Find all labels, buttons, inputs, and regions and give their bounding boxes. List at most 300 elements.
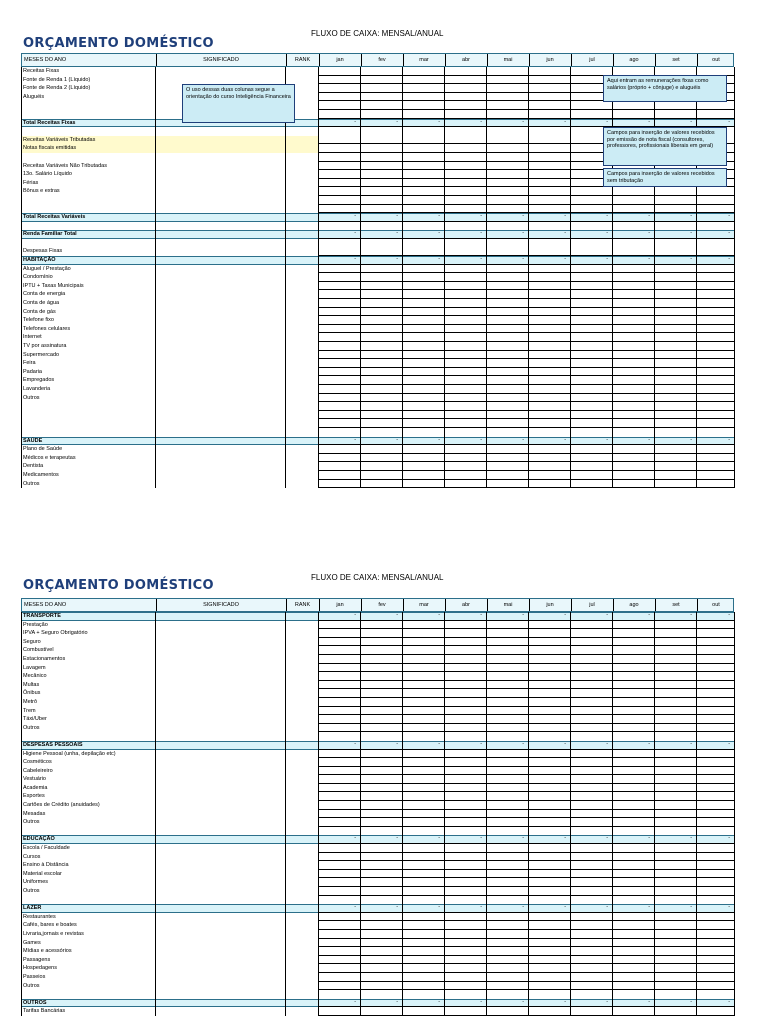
month-cell[interactable]	[402, 621, 444, 630]
month-cell[interactable]	[360, 870, 402, 879]
month-cell[interactable]	[528, 870, 570, 879]
month-cell[interactable]	[360, 672, 402, 681]
month-cell[interactable]	[444, 999, 486, 1008]
month-cell[interactable]	[612, 646, 654, 655]
month-cell[interactable]	[696, 930, 734, 939]
month-cell[interactable]	[528, 767, 570, 776]
month-cell[interactable]	[696, 462, 734, 471]
month-cell[interactable]	[612, 672, 654, 681]
month-cell[interactable]	[570, 646, 612, 655]
month-cell[interactable]	[360, 376, 402, 385]
month-cell[interactable]	[402, 646, 444, 655]
month-cell[interactable]	[318, 930, 360, 939]
month-cell[interactable]	[612, 471, 654, 480]
month-cell[interactable]	[360, 454, 402, 463]
month-cell[interactable]	[654, 973, 696, 982]
month-cell[interactable]	[402, 385, 444, 394]
month-cell[interactable]	[570, 870, 612, 879]
month-cell[interactable]	[696, 672, 734, 681]
month-cell[interactable]	[444, 707, 486, 716]
month-cell[interactable]	[318, 93, 360, 102]
month-cell[interactable]	[318, 273, 360, 282]
month-cell[interactable]	[486, 947, 528, 956]
month-cell[interactable]	[360, 844, 402, 853]
month-cell[interactable]	[444, 290, 486, 299]
month-cell[interactable]	[654, 376, 696, 385]
month-cell[interactable]	[612, 750, 654, 759]
month-cell[interactable]	[318, 750, 360, 759]
month-cell[interactable]	[402, 256, 444, 265]
month-cell[interactable]	[570, 672, 612, 681]
month-cell[interactable]	[318, 775, 360, 784]
month-cell[interactable]	[318, 402, 360, 411]
month-cell[interactable]	[570, 861, 612, 870]
month-cell[interactable]	[444, 930, 486, 939]
month-cell[interactable]	[696, 861, 734, 870]
month-cell[interactable]	[696, 921, 734, 930]
month-cell[interactable]	[528, 741, 570, 750]
month-cell[interactable]	[612, 308, 654, 317]
month-cell[interactable]	[360, 655, 402, 664]
month-cell[interactable]	[654, 454, 696, 463]
month-cell[interactable]	[570, 638, 612, 647]
month-cell[interactable]	[444, 144, 486, 153]
month-cell[interactable]	[696, 784, 734, 793]
month-cell[interactable]	[318, 1007, 360, 1016]
month-cell[interactable]	[528, 758, 570, 767]
month-cell[interactable]	[318, 419, 360, 428]
month-cell[interactable]	[528, 256, 570, 265]
month-cell[interactable]	[318, 638, 360, 647]
month-cell[interactable]	[612, 612, 654, 621]
month-cell[interactable]	[486, 750, 528, 759]
month-cell[interactable]	[486, 681, 528, 690]
month-cell[interactable]	[612, 939, 654, 948]
month-cell[interactable]	[360, 282, 402, 291]
month-cell[interactable]	[318, 84, 360, 93]
month-cell[interactable]	[444, 835, 486, 844]
month-cell[interactable]	[444, 750, 486, 759]
month-cell[interactable]	[486, 629, 528, 638]
month-cell[interactable]	[654, 956, 696, 965]
month-cell[interactable]	[612, 767, 654, 776]
month-cell[interactable]	[360, 411, 402, 420]
month-cell[interactable]	[612, 904, 654, 913]
month-cell[interactable]	[654, 629, 696, 638]
month-cell[interactable]	[570, 982, 612, 991]
month-cell[interactable]	[486, 411, 528, 420]
month-cell[interactable]	[528, 462, 570, 471]
month-cell[interactable]	[402, 818, 444, 827]
month-cell[interactable]	[528, 853, 570, 862]
month-cell[interactable]	[318, 853, 360, 862]
month-cell[interactable]	[444, 870, 486, 879]
month-cell[interactable]	[318, 646, 360, 655]
month-cell[interactable]	[360, 316, 402, 325]
month-cell[interactable]	[696, 196, 734, 205]
month-cell[interactable]	[612, 792, 654, 801]
month-cell[interactable]	[444, 878, 486, 887]
month-cell[interactable]	[318, 956, 360, 965]
month-cell[interactable]	[570, 411, 612, 420]
month-cell[interactable]	[486, 179, 528, 188]
month-cell[interactable]	[696, 741, 734, 750]
month-cell[interactable]	[444, 187, 486, 196]
month-cell[interactable]	[486, 612, 528, 621]
month-cell[interactable]	[318, 265, 360, 274]
month-cell[interactable]	[654, 835, 696, 844]
month-cell[interactable]	[528, 162, 570, 171]
month-cell[interactable]	[318, 187, 360, 196]
month-cell[interactable]	[528, 93, 570, 102]
month-cell[interactable]	[402, 939, 444, 948]
month-cell[interactable]	[444, 179, 486, 188]
month-cell[interactable]	[654, 947, 696, 956]
month-cell[interactable]	[318, 480, 360, 489]
month-cell[interactable]	[444, 775, 486, 784]
month-cell[interactable]	[696, 947, 734, 956]
month-cell[interactable]	[318, 878, 360, 887]
month-cell[interactable]	[612, 480, 654, 489]
month-cell[interactable]	[654, 758, 696, 767]
month-cell[interactable]	[570, 724, 612, 733]
month-cell[interactable]	[570, 101, 612, 110]
month-cell[interactable]	[486, 801, 528, 810]
month-cell[interactable]	[696, 342, 734, 351]
month-cell[interactable]	[486, 325, 528, 334]
month-cell[interactable]	[570, 887, 612, 896]
month-cell[interactable]	[360, 230, 402, 239]
month-cell[interactable]	[570, 196, 612, 205]
month-cell[interactable]	[444, 973, 486, 982]
month-cell[interactable]	[402, 861, 444, 870]
month-cell[interactable]	[612, 394, 654, 403]
month-cell[interactable]	[318, 411, 360, 420]
month-cell[interactable]	[444, 308, 486, 317]
month-cell[interactable]	[486, 144, 528, 153]
month-cell[interactable]	[486, 810, 528, 819]
month-cell[interactable]	[528, 342, 570, 351]
month-cell[interactable]	[528, 999, 570, 1008]
month-cell[interactable]	[528, 810, 570, 819]
month-cell[interactable]	[570, 376, 612, 385]
month-cell[interactable]	[444, 153, 486, 162]
month-cell[interactable]	[528, 230, 570, 239]
month-cell[interactable]	[696, 359, 734, 368]
month-cell[interactable]	[318, 153, 360, 162]
month-cell[interactable]	[654, 290, 696, 299]
month-cell[interactable]	[528, 973, 570, 982]
month-cell[interactable]	[486, 213, 528, 222]
month-cell[interactable]	[402, 76, 444, 85]
month-cell[interactable]	[360, 119, 402, 128]
month-cell[interactable]	[360, 299, 402, 308]
month-cell[interactable]	[696, 801, 734, 810]
month-cell[interactable]	[486, 887, 528, 896]
month-cell[interactable]	[444, 921, 486, 930]
month-cell[interactable]	[318, 629, 360, 638]
month-cell[interactable]	[486, 299, 528, 308]
month-cell[interactable]	[402, 913, 444, 922]
month-cell[interactable]	[444, 853, 486, 862]
month-cell[interactable]	[654, 213, 696, 222]
month-cell[interactable]	[612, 621, 654, 630]
month-cell[interactable]	[612, 964, 654, 973]
month-cell[interactable]	[318, 368, 360, 377]
month-cell[interactable]	[444, 913, 486, 922]
month-cell[interactable]	[318, 664, 360, 673]
month-cell[interactable]	[318, 454, 360, 463]
month-cell[interactable]	[486, 775, 528, 784]
month-cell[interactable]	[318, 999, 360, 1008]
month-cell[interactable]	[486, 930, 528, 939]
month-cell[interactable]	[486, 844, 528, 853]
month-cell[interactable]	[696, 646, 734, 655]
month-cell[interactable]	[486, 308, 528, 317]
month-cell[interactable]	[696, 681, 734, 690]
month-cell[interactable]	[360, 707, 402, 716]
month-cell[interactable]	[654, 119, 696, 128]
month-cell[interactable]	[444, 119, 486, 128]
month-cell[interactable]	[570, 471, 612, 480]
month-cell[interactable]	[444, 299, 486, 308]
month-cell[interactable]	[360, 646, 402, 655]
month-cell[interactable]	[444, 385, 486, 394]
month-cell[interactable]	[402, 419, 444, 428]
month-cell[interactable]	[612, 376, 654, 385]
month-cell[interactable]	[570, 655, 612, 664]
month-cell[interactable]	[570, 707, 612, 716]
month-cell[interactable]	[402, 333, 444, 342]
month-cell[interactable]	[612, 810, 654, 819]
month-cell[interactable]	[318, 818, 360, 827]
month-cell[interactable]	[696, 973, 734, 982]
month-cell[interactable]	[486, 784, 528, 793]
month-cell[interactable]	[570, 462, 612, 471]
month-cell[interactable]	[444, 359, 486, 368]
month-cell[interactable]	[360, 333, 402, 342]
month-cell[interactable]	[486, 904, 528, 913]
month-cell[interactable]	[528, 76, 570, 85]
month-cell[interactable]	[696, 939, 734, 948]
month-cell[interactable]	[318, 144, 360, 153]
month-cell[interactable]	[486, 999, 528, 1008]
month-cell[interactable]	[696, 376, 734, 385]
month-cell[interactable]	[318, 394, 360, 403]
month-cell[interactable]	[570, 256, 612, 265]
month-cell[interactable]	[654, 784, 696, 793]
month-cell[interactable]	[528, 982, 570, 991]
month-cell[interactable]	[486, 853, 528, 862]
month-cell[interactable]	[570, 342, 612, 351]
month-cell[interactable]	[402, 359, 444, 368]
month-cell[interactable]	[696, 878, 734, 887]
month-cell[interactable]	[318, 333, 360, 342]
month-cell[interactable]	[318, 715, 360, 724]
month-cell[interactable]	[654, 904, 696, 913]
month-cell[interactable]	[318, 612, 360, 621]
month-cell[interactable]	[612, 454, 654, 463]
month-cell[interactable]	[318, 689, 360, 698]
month-cell[interactable]	[570, 947, 612, 956]
month-cell[interactable]	[612, 835, 654, 844]
month-cell[interactable]	[360, 136, 402, 145]
month-cell[interactable]	[318, 767, 360, 776]
month-cell[interactable]	[360, 359, 402, 368]
month-cell[interactable]	[570, 621, 612, 630]
month-cell[interactable]	[318, 973, 360, 982]
month-cell[interactable]	[654, 844, 696, 853]
month-cell[interactable]	[612, 861, 654, 870]
month-cell[interactable]	[360, 612, 402, 621]
month-cell[interactable]	[696, 480, 734, 489]
month-cell[interactable]	[360, 835, 402, 844]
month-cell[interactable]	[360, 878, 402, 887]
month-cell[interactable]	[402, 67, 444, 76]
month-cell[interactable]	[318, 707, 360, 716]
month-cell[interactable]	[444, 861, 486, 870]
month-cell[interactable]	[360, 325, 402, 334]
month-cell[interactable]	[318, 758, 360, 767]
month-cell[interactable]	[402, 792, 444, 801]
month-cell[interactable]	[612, 342, 654, 351]
month-cell[interactable]	[402, 956, 444, 965]
month-cell[interactable]	[444, 316, 486, 325]
month-cell[interactable]	[318, 230, 360, 239]
month-cell[interactable]	[528, 290, 570, 299]
month-cell[interactable]	[360, 480, 402, 489]
month-cell[interactable]	[444, 956, 486, 965]
month-cell[interactable]	[318, 351, 360, 360]
month-cell[interactable]	[570, 715, 612, 724]
month-cell[interactable]	[486, 170, 528, 179]
month-cell[interactable]	[612, 385, 654, 394]
month-cell[interactable]	[696, 308, 734, 317]
month-cell[interactable]	[612, 698, 654, 707]
month-cell[interactable]	[612, 351, 654, 360]
month-cell[interactable]	[654, 664, 696, 673]
month-cell[interactable]	[486, 376, 528, 385]
month-cell[interactable]	[486, 136, 528, 145]
month-cell[interactable]	[612, 1007, 654, 1016]
month-cell[interactable]	[402, 213, 444, 222]
month-cell[interactable]	[444, 273, 486, 282]
month-cell[interactable]	[360, 76, 402, 85]
month-cell[interactable]	[444, 741, 486, 750]
month-cell[interactable]	[486, 76, 528, 85]
month-cell[interactable]	[402, 265, 444, 274]
month-cell[interactable]	[402, 767, 444, 776]
month-cell[interactable]	[654, 230, 696, 239]
month-cell[interactable]	[360, 179, 402, 188]
month-cell[interactable]	[486, 256, 528, 265]
month-cell[interactable]	[402, 638, 444, 647]
month-cell[interactable]	[402, 775, 444, 784]
month-cell[interactable]	[444, 810, 486, 819]
month-cell[interactable]	[528, 689, 570, 698]
month-cell[interactable]	[570, 265, 612, 274]
month-cell[interactable]	[612, 638, 654, 647]
month-cell[interactable]	[444, 612, 486, 621]
month-cell[interactable]	[654, 887, 696, 896]
month-cell[interactable]	[444, 801, 486, 810]
month-cell[interactable]	[360, 887, 402, 896]
month-cell[interactable]	[570, 818, 612, 827]
month-cell[interactable]	[360, 67, 402, 76]
month-cell[interactable]	[444, 844, 486, 853]
month-cell[interactable]	[570, 187, 612, 196]
month-cell[interactable]	[318, 76, 360, 85]
month-cell[interactable]	[696, 835, 734, 844]
month-cell[interactable]	[360, 982, 402, 991]
month-cell[interactable]	[528, 664, 570, 673]
month-cell[interactable]	[486, 655, 528, 664]
month-cell[interactable]	[360, 308, 402, 317]
month-cell[interactable]	[696, 707, 734, 716]
month-cell[interactable]	[570, 480, 612, 489]
month-cell[interactable]	[654, 689, 696, 698]
month-cell[interactable]	[318, 792, 360, 801]
month-cell[interactable]	[486, 368, 528, 377]
month-cell[interactable]	[402, 136, 444, 145]
month-cell[interactable]	[654, 394, 696, 403]
month-cell[interactable]	[528, 170, 570, 179]
month-cell[interactable]	[696, 655, 734, 664]
month-cell[interactable]	[360, 810, 402, 819]
month-cell[interactable]	[654, 256, 696, 265]
month-cell[interactable]	[444, 964, 486, 973]
month-cell[interactable]	[402, 982, 444, 991]
month-cell[interactable]	[528, 273, 570, 282]
month-cell[interactable]	[318, 325, 360, 334]
month-cell[interactable]	[318, 308, 360, 317]
month-cell[interactable]	[654, 724, 696, 733]
month-cell[interactable]	[696, 394, 734, 403]
month-cell[interactable]	[654, 870, 696, 879]
month-cell[interactable]	[360, 947, 402, 956]
month-cell[interactable]	[360, 792, 402, 801]
month-cell[interactable]	[360, 801, 402, 810]
month-cell[interactable]	[696, 621, 734, 630]
month-cell[interactable]	[444, 162, 486, 171]
month-cell[interactable]	[570, 445, 612, 454]
month-cell[interactable]	[570, 913, 612, 922]
month-cell[interactable]	[528, 325, 570, 334]
month-cell[interactable]	[570, 368, 612, 377]
month-cell[interactable]	[696, 368, 734, 377]
month-cell[interactable]	[570, 1007, 612, 1016]
month-cell[interactable]	[528, 1007, 570, 1016]
month-cell[interactable]	[444, 454, 486, 463]
month-cell[interactable]	[318, 299, 360, 308]
month-cell[interactable]	[570, 325, 612, 334]
month-cell[interactable]	[360, 784, 402, 793]
month-cell[interactable]	[318, 801, 360, 810]
month-cell[interactable]	[402, 445, 444, 454]
month-cell[interactable]	[444, 758, 486, 767]
month-cell[interactable]	[612, 707, 654, 716]
month-cell[interactable]	[654, 646, 696, 655]
month-cell[interactable]	[612, 230, 654, 239]
month-cell[interactable]	[654, 368, 696, 377]
month-cell[interactable]	[486, 973, 528, 982]
month-cell[interactable]	[360, 758, 402, 767]
month-cell[interactable]	[654, 681, 696, 690]
month-cell[interactable]	[570, 973, 612, 982]
month-cell[interactable]	[444, 265, 486, 274]
month-cell[interactable]	[528, 359, 570, 368]
month-cell[interactable]	[570, 308, 612, 317]
